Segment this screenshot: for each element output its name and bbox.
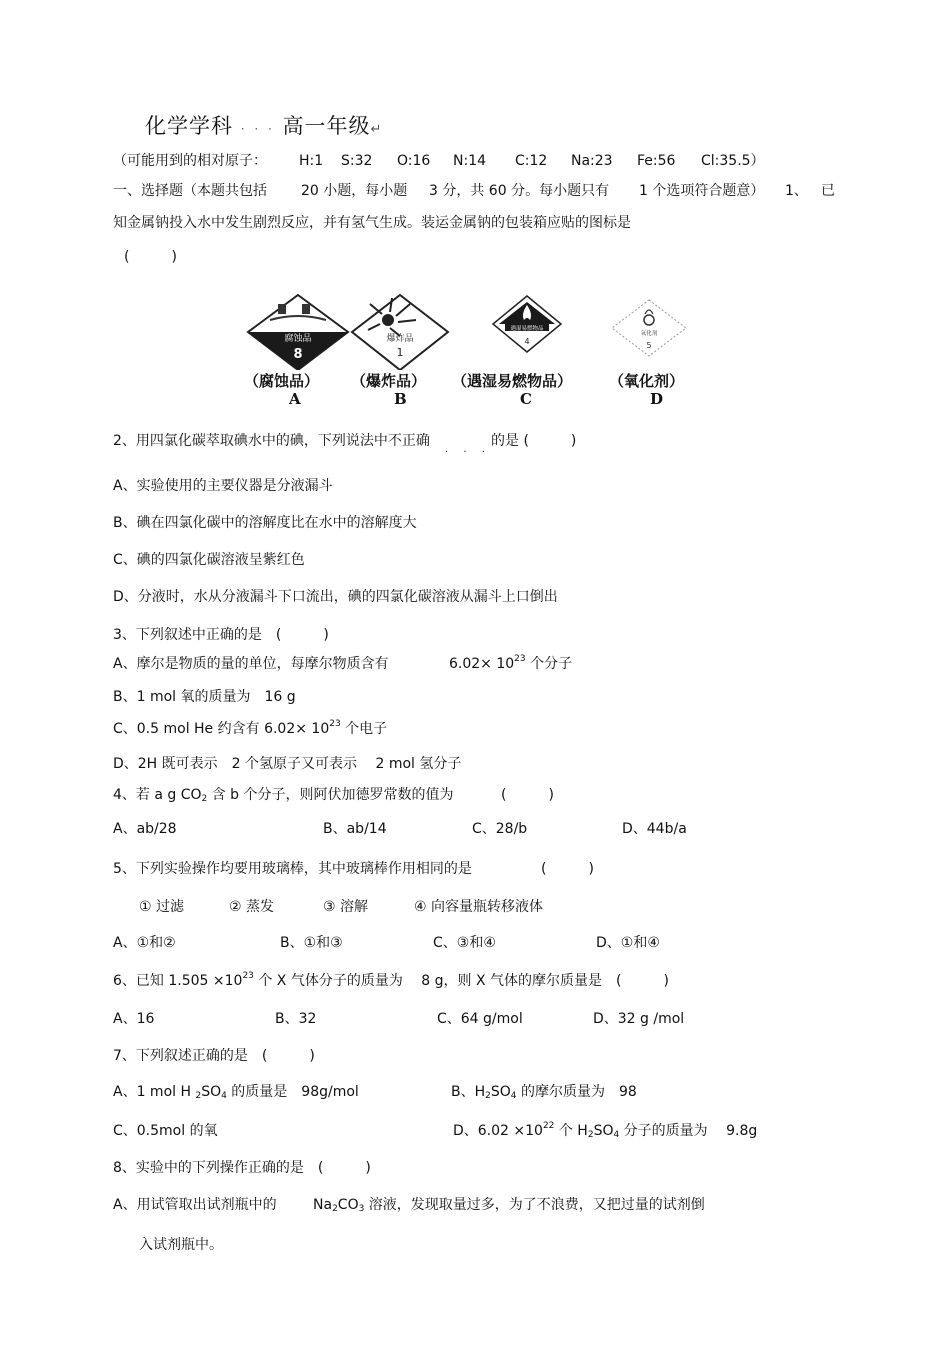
q6-stem: 6、已知 $1.505 \times 10^{23}$ 个 X 气体分子的质量为 8 g，则 X 气体的摩尔质量是 ( )	[113, 971, 669, 989]
return-mark: ↵	[370, 122, 383, 137]
q8-a-text: A、用试管取出试剂瓶中的	[113, 1197, 277, 1213]
sign-b-text: 爆炸品	[386, 334, 414, 344]
q6-option-d: D、32 g /mol	[593, 1011, 685, 1027]
q3-stem: 3、下列叙述中正确的是 ( )	[113, 627, 329, 643]
q4-option-b: B、ab/14	[323, 821, 387, 837]
q5-option-d: D、①和④	[596, 935, 660, 951]
q7-option-b: B、$H_2SO_4$ 的摩尔质量为 98	[451, 1084, 637, 1101]
q3-a-value: $6.02\times 10^{23}$ 个分子	[449, 654, 573, 672]
intro-b: 20 小题，每小题	[301, 183, 408, 199]
q5-op: ② 蒸发	[229, 899, 275, 915]
sign-d-number: 5	[646, 341, 652, 350]
sign-d-text: 氧化剂	[640, 331, 658, 337]
q4-stem-text: 4、若 a g $CO_2$ 含 b 个分子，则阿伏加德罗常数的值为	[113, 787, 454, 804]
atomic-item: Na:23	[571, 153, 613, 169]
atomic-item: O:16	[397, 153, 431, 169]
q2-option-c: C、碘的四氯化碳溶液呈紫红色	[113, 552, 305, 568]
q1-stem: 知金属钠投入水中发生剧烈反应，并有氢气生成。装运金属钠的包装箱应贴的图标是	[113, 215, 631, 231]
q5-op: ④ 向容量瓶转移液体	[414, 899, 544, 915]
sign-letter-d: D	[650, 390, 664, 408]
sign-caption-a: （腐蚀品）	[244, 372, 320, 390]
subject-label: 化学学科	[145, 114, 233, 138]
q7-stem: 7、下列叙述正确的是 ( )	[113, 1048, 315, 1064]
q8-stem: 8、实验中的下列操作正确的是 ( )	[113, 1160, 371, 1176]
q3-option-b: B、1 mol 氧的质量为 16 g	[113, 689, 296, 705]
atomic-item: Cl:35.5）	[701, 153, 765, 169]
hazard-signs-graphic	[240, 290, 710, 370]
explosive-sign-icon	[352, 295, 448, 370]
q3-option-d: D、2H 既可表示 2 个氢原子又可表示 2 mol 氢分子	[113, 756, 462, 772]
q7-option-a: A、1 mol H $_2SO_4$ 的质量是 98g/mol	[113, 1084, 359, 1101]
q2-option-a: A、实验使用的主要仪器是分液漏斗	[113, 478, 333, 494]
sign-letter-c: C	[520, 390, 532, 408]
sign-c-text: 遇湿易燃物品	[510, 326, 544, 332]
q2-option-d: D、分液时，水从分液漏斗下口流出，碘的四氯化碳溶液从漏斗上口倒出	[113, 589, 558, 605]
q4-paren: ( )	[501, 787, 554, 803]
q8-a-formula: $Na_2CO_3$ 溶液，发现取量过多，为了不浪费，又把过量的试剂倒	[313, 1197, 705, 1214]
intro-d: 1 个选项符合题意）	[639, 183, 765, 199]
dangerous-when-wet-sign-icon	[493, 296, 561, 352]
q5-paren: ( )	[541, 861, 594, 877]
q1-number: 1、	[785, 183, 808, 199]
grade-label: 高一年级	[282, 114, 371, 138]
q5-stem-text: 5、下列实验操作均要用玻璃棒，其中玻璃棒作用相同的是	[113, 861, 472, 877]
q5-option-a: A、①和②	[113, 935, 176, 951]
q5-option-c: C、③和④	[433, 935, 496, 951]
q6-option-a: A、16	[113, 1011, 155, 1027]
q5-op: ① 过滤	[139, 899, 185, 915]
q1-answer-paren: ( )	[124, 249, 177, 265]
title-dots: · · ·	[240, 122, 275, 136]
sign-letter-a: A	[289, 390, 301, 408]
q4-option-d: D、44b/a	[622, 821, 687, 837]
q3-option-c: C、0.5 mol He 约含有 $6.02\times 10^{23}$ 个电子	[113, 719, 388, 737]
q2-stem-b: 的是 ( )	[491, 433, 577, 449]
q2-stem-a: 2、用四氯化碳萃取碘水中的碘，下列说法中不正确	[113, 433, 430, 449]
q4-option-c: C、28/b	[472, 821, 528, 837]
intro-a: 一、选择题（本题共包括	[113, 183, 267, 199]
atomic-item: H:1	[299, 153, 324, 169]
sign-c-number: 4	[524, 337, 530, 346]
page-title	[145, 110, 382, 140]
emphasis-dots: · · ·	[445, 447, 491, 458]
atomic-item: N:14	[453, 153, 487, 169]
q5-op: ③ 溶解	[323, 899, 369, 915]
atomic-item: C:12	[515, 153, 548, 169]
sign-b-number: 1	[396, 346, 404, 359]
q5-option-b: B、①和③	[280, 935, 343, 951]
q1-start: 已	[821, 183, 835, 199]
oxidizer-sign-icon	[612, 300, 686, 356]
sign-letter-b: B	[394, 390, 407, 408]
q6-option-c: C、64 g/mol	[437, 1011, 523, 1027]
q2-option-b: B、碘在四氯化碳中的溶解度比在水中的溶解度大	[113, 515, 417, 531]
sign-a-number: 8	[293, 347, 303, 362]
sign-a-text: 腐蚀品	[284, 334, 312, 344]
q4-option-a: A、ab/28	[113, 821, 177, 837]
q7-option-d: D、$6.02 \times 10^{22}$ 个 $H_2SO_4$ 分子的质量为 9.8g	[453, 1121, 758, 1140]
atomic-item: S:32	[341, 153, 373, 169]
atomic-label: （可能用到的相对原子：	[113, 153, 267, 169]
corrosive-sign-icon	[248, 295, 348, 370]
q6-option-b: B、32	[275, 1011, 317, 1027]
intro-c: 3 分，共 60 分。每小题只有	[429, 183, 610, 199]
atomic-item: Fe:56	[637, 153, 676, 169]
q3-a-text: A、摩尔是物质的量的单位，每摩尔物质含有	[113, 656, 389, 672]
sign-caption-b: （爆炸品）	[351, 372, 427, 390]
q8-option-a-continued: 入试剂瓶中。	[139, 1237, 223, 1253]
q7-option-c: C、0.5mol 的氧	[113, 1123, 218, 1139]
sign-caption-d: （氧化剂）	[609, 372, 685, 390]
sign-caption-c: （遇湿易燃物品）	[452, 372, 573, 390]
hazard-signs	[240, 290, 710, 420]
